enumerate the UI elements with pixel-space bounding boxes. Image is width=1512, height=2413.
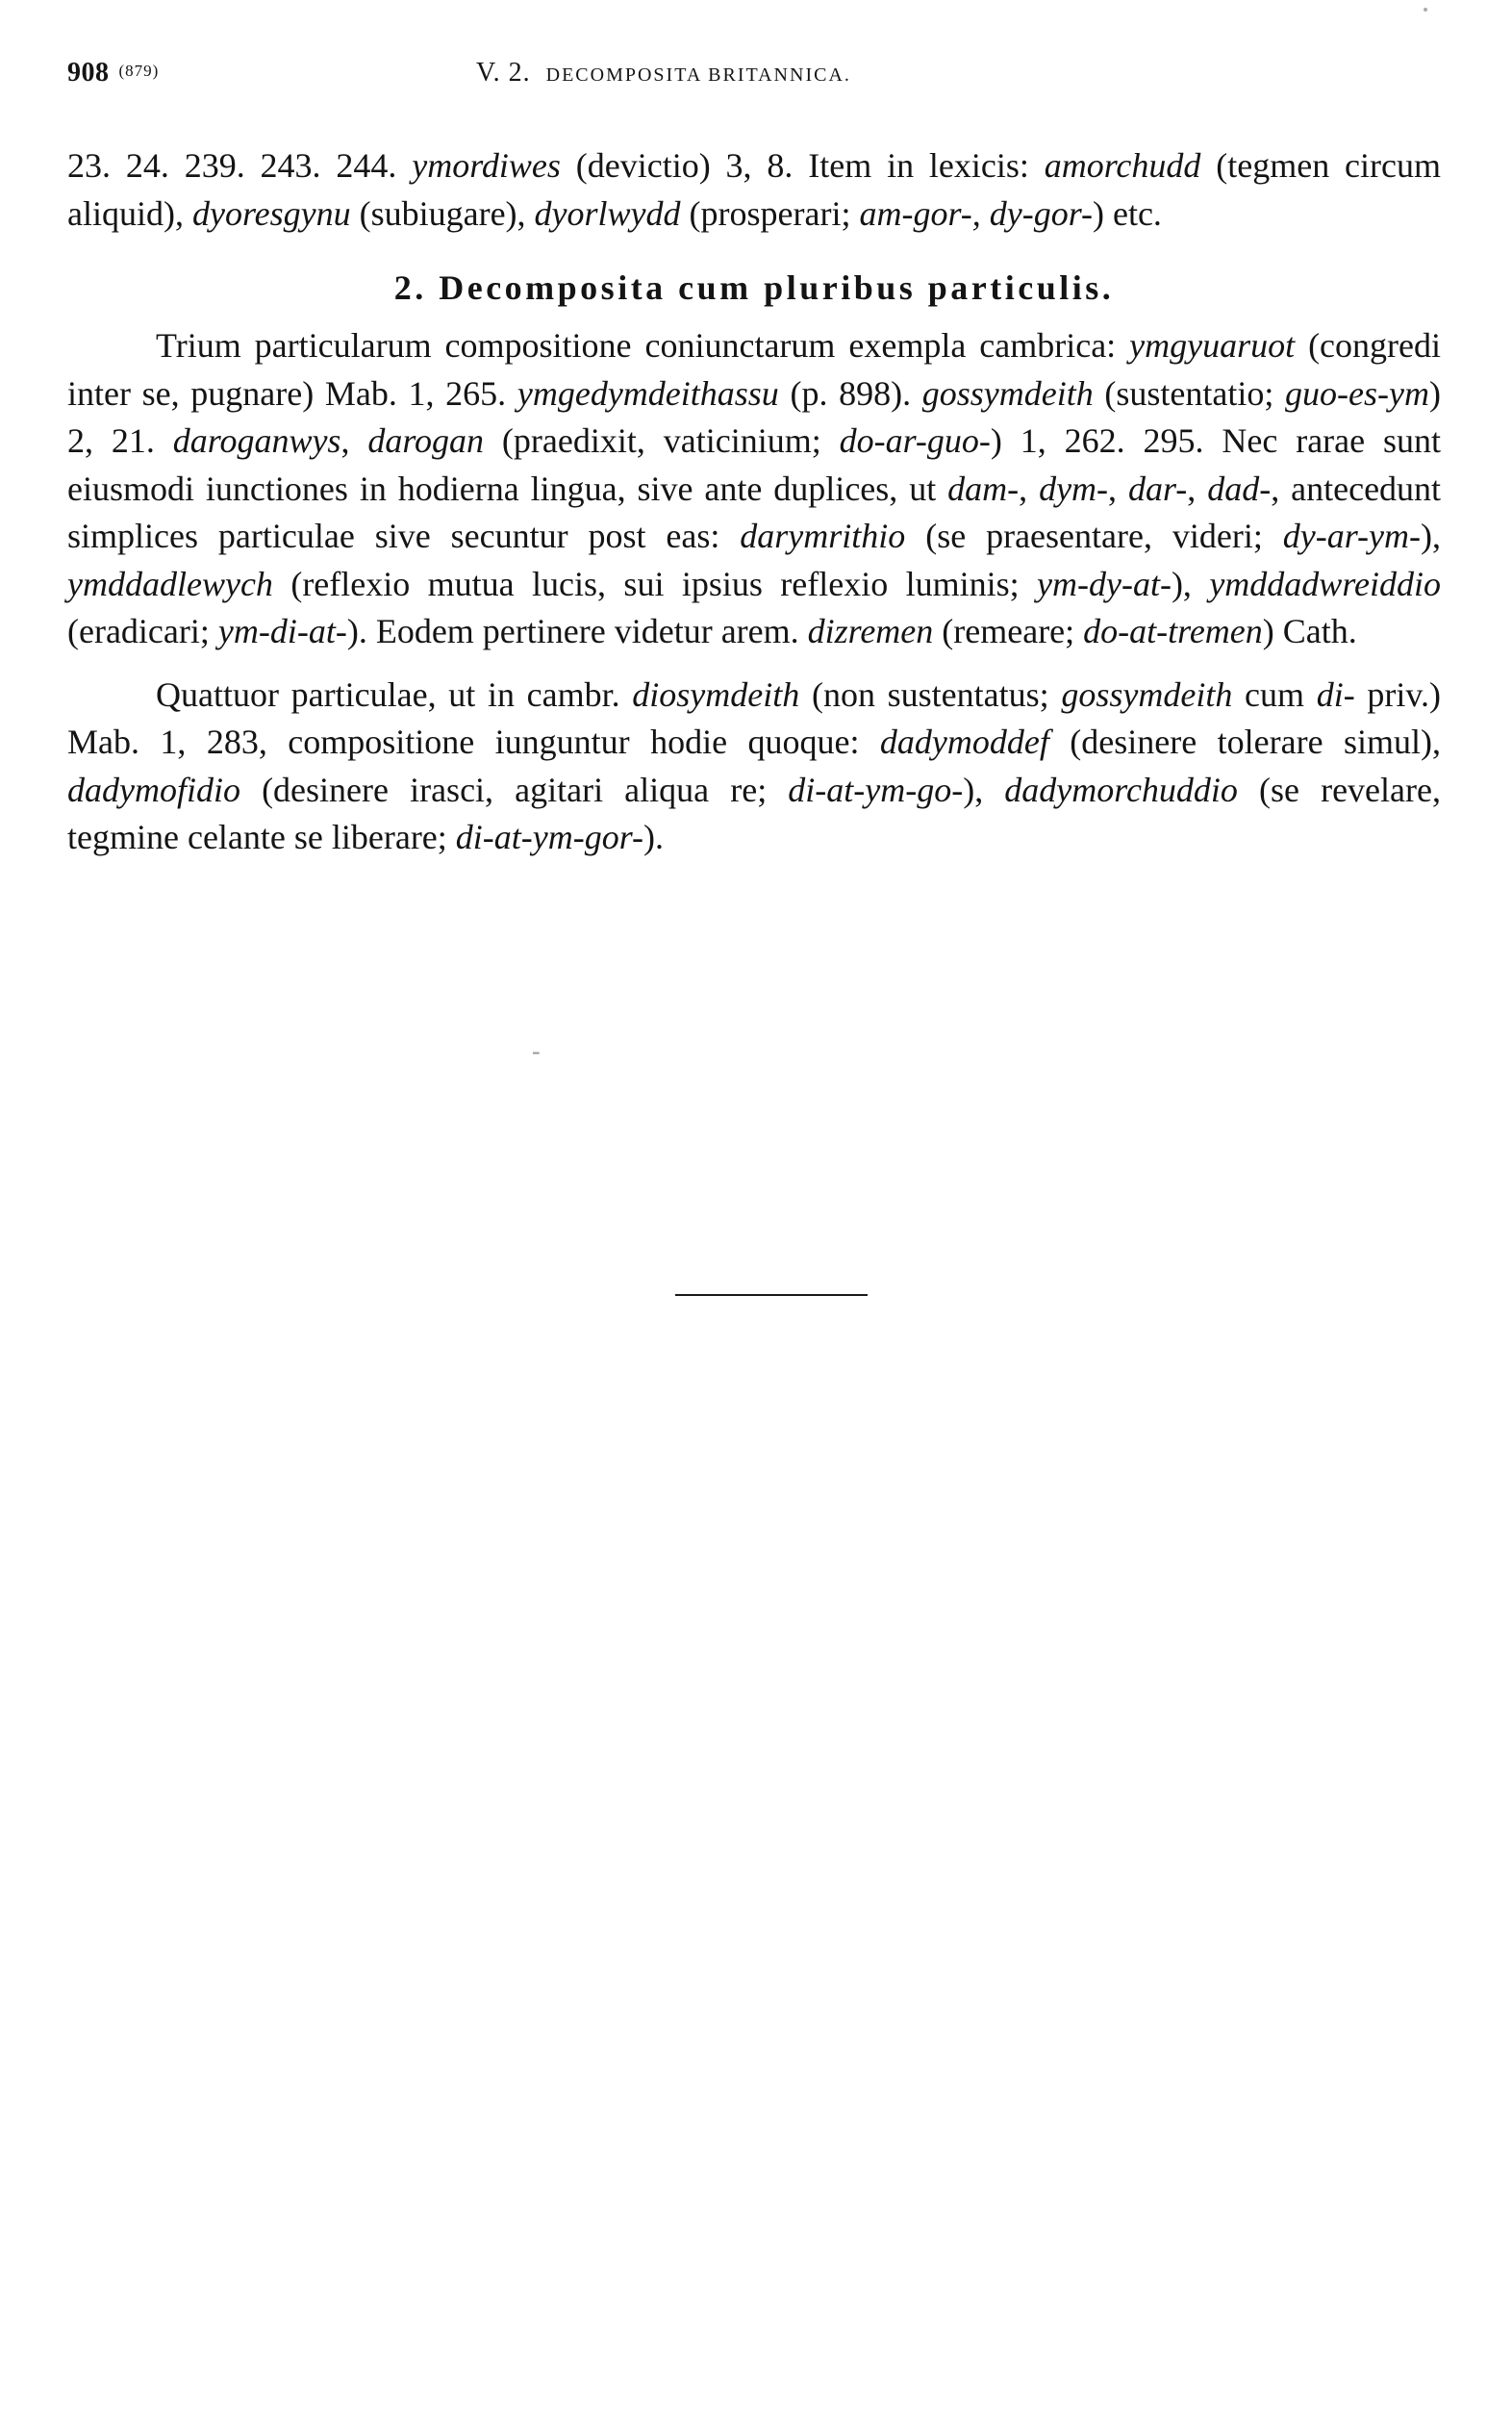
stray-mark: -	[532, 1037, 541, 1065]
title-text: DECOMPOSITA BRITANNICA.	[545, 64, 851, 86]
paragraph-2: Trium particularum compositione coniunctarum exempla cambrica: ymgyuaruot (congredi inter se, pugnare) Mab. 1, 265. ymgedymdeithassu (p. 898). gossymdeith (sustentatio; guo-es-ym) 2, 21. daroganwys, darogan (praedixit, vaticinium; do-ar-guo-) 1, 262. 295. Nec rarae sunt eiusmodi iunctiones in hodierna lingua, sive ante duplices, ut dam-, dym-, dar-, dad-, antecedunt simplices particulae sive secuntur post eas: darymrithio (se praesentare, videri; dy-ar-ym-), ymddadlewych (reflexio mutua lucis, sui ipsius reflexio luminis; ym-dy-at-), ymddadwreiddio (eradicari; ym-di-at-). Eodem pertinere videtur arem. dizremen (remeare; do-at-tremen) Cath.	[67, 326, 1442, 650]
original-page-number: (879)	[118, 62, 160, 80]
running-title	[476, 58, 851, 89]
section-heading: 2. Decomposita cum pluribus particulis.	[393, 268, 1115, 307]
running-head	[67, 58, 1441, 104]
page-body	[67, 58, 1441, 862]
speck	[1424, 8, 1427, 12]
end-rule	[675, 1294, 868, 1296]
title-prefix: V. 2.	[476, 58, 531, 88]
page-number: 908 (879)	[67, 58, 160, 88]
paragraph-1: 23. 24. 239. 243. 244. ymordiwes (devictio) 3, 8. Item in lexicis: amorchudd (tegmen circum aliquid), dyoresgynu (subiugare), dyorlwydd (prosperari; am-gor-, dy-gor-) etc.	[67, 146, 1442, 233]
paragraph-3: Quattuor particulae, ut in cambr. diosymdeith (non sustentatus; gossymdeith cum di- priv.) Mab. 1, 283, compositione iunguntur hodie quoque: dadymoddef (desinere tolerare simul), dadymofidio (desinere irasci, agitari aliqua re; di-at-ym-go-), dadymorchuddio (se revelare, tegmine celante se liberare; di-at-ym-gor-).	[67, 674, 1442, 856]
